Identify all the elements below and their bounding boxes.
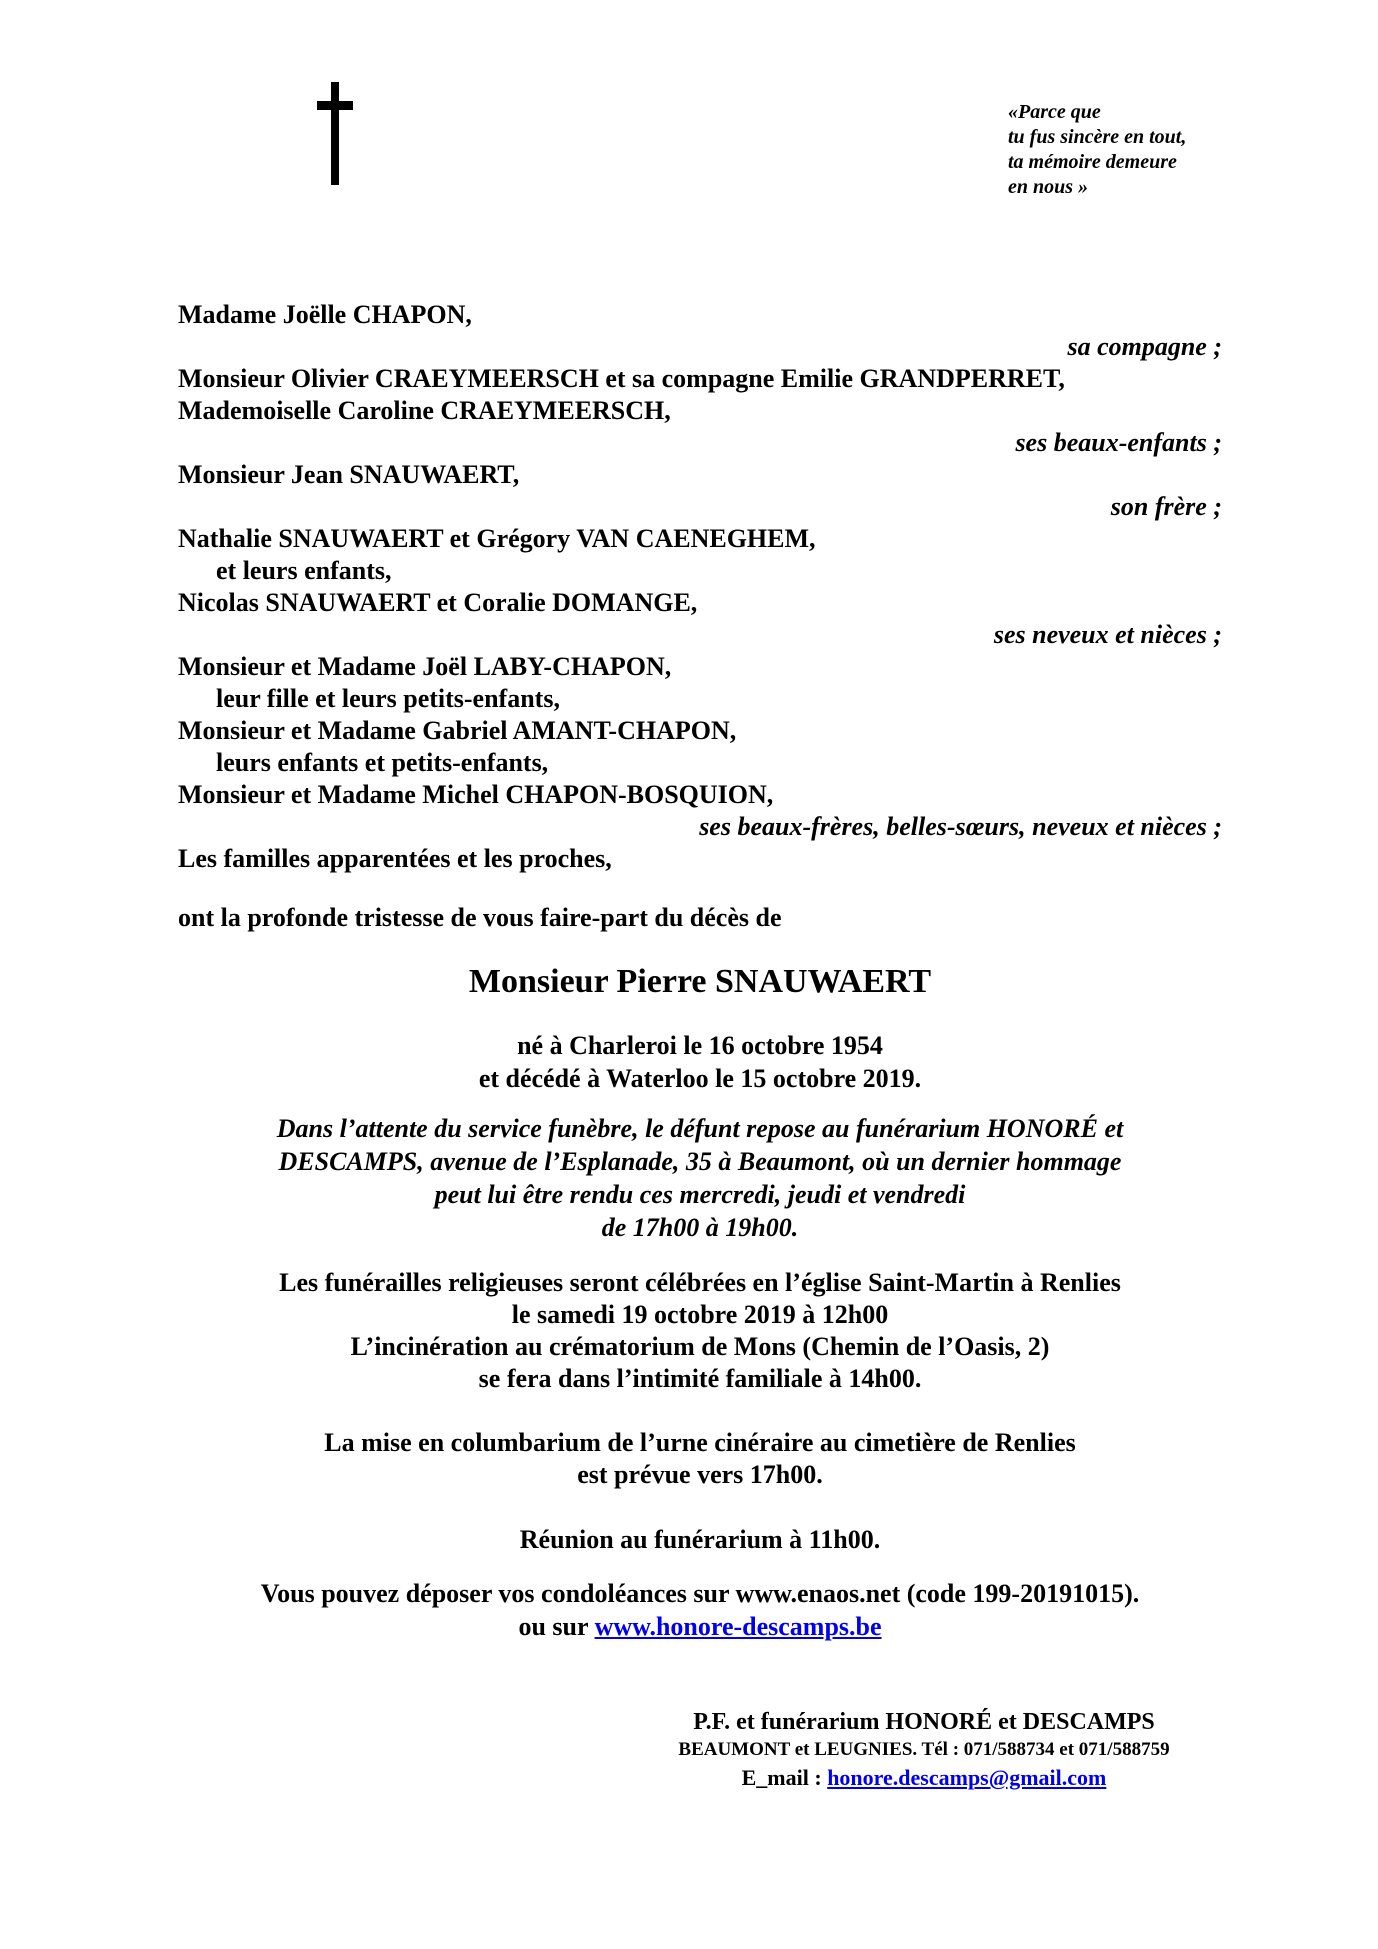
family-line: son frère ; <box>1110 492 1222 521</box>
reunion-line: Réunion au funérarium à 11h00. <box>519 1525 881 1554</box>
family-line: Monsieur et Madame Michel CHAPON-BOSQUION, <box>178 780 774 809</box>
funeral-line: le samedi 19 octobre 2019 à 12h00 <box>511 1300 889 1329</box>
repose-line: Dans l’attente du service funèbre, le défunt repose au funérarium HONORÉ et <box>276 1114 1124 1143</box>
funeral-line: se fera dans l’intimité familiale à 14h00. <box>478 1364 922 1393</box>
family-line: Mademoiselle Caroline CRAEYMEERSCH, <box>178 396 671 425</box>
deceased-name: Monsieur Pierre SNAUWAERT <box>468 963 932 1000</box>
columbarium-paragraph <box>178 1427 1222 1491</box>
family-line: Nathalie SNAUWAERT et Grégory VAN CAENEGHEM, <box>178 524 816 553</box>
repose-line: peut lui être rendu ces mercredi, jeudi et vendredi <box>434 1180 966 1209</box>
family-line: ses beaux-frères, belles-sœurs, neveux et nièces ; <box>699 812 1222 841</box>
family-line: et leurs enfants, <box>216 556 392 585</box>
birth-line: né à Charleroi le 16 octobre 1954 <box>517 1031 883 1060</box>
columbarium-line: est prévue vers 17h00. <box>577 1460 823 1489</box>
memorial-quote <box>1008 100 1186 200</box>
family-line: Monsieur et Madame Gabriel AMANT-CHAPON, <box>178 716 737 745</box>
email-label: E_mail : <box>741 1765 828 1790</box>
repose-line: DESCAMPS, avenue de l’Esplanade, 35 à Beaumont, où un dernier hommage <box>278 1147 1122 1176</box>
family-line: ses neveux et nièces ; <box>993 620 1222 649</box>
columbarium-line: La mise en columbarium de l’urne cinéraire au cimetière de Renlies <box>324 1428 1076 1457</box>
memorial-quote-line: en nous » <box>1008 176 1089 198</box>
funeral-home-footer <box>660 1707 1188 1793</box>
funeral-line: L’incinération au crématorium de Mons (Chemin de l’Oasis, 2) <box>350 1332 1050 1361</box>
funeral-line: Les funérailles religieuses seront célébrées en l’église Saint-Martin à Renlies <box>279 1268 1121 1297</box>
honore-descamps-website-link[interactable]: www.honore-descamps.be <box>594 1612 882 1641</box>
family-line: Les familles apparentées et les proches, <box>178 844 612 873</box>
memorial-quote-line: tu fus sincère en tout, <box>1008 126 1187 148</box>
repose-paragraph <box>178 1112 1222 1244</box>
cross-horizontal-bar <box>317 101 353 110</box>
email-link[interactable]: honore.descamps@gmail.com <box>827 1765 1107 1790</box>
condolences-block <box>178 1577 1222 1643</box>
funeral-ceremony-paragraph <box>178 1267 1222 1395</box>
funeral-home-address-phone: BEAUMONT et LEUGNIES. Tél : 071/588734 et 071/588759 <box>678 1739 1170 1760</box>
memorial-quote-line: «Parce que <box>1008 101 1101 123</box>
family-line: Nicolas SNAUWAERT et Coralie DOMANGE, <box>178 588 698 617</box>
death-line: et décédé à Waterloo le 15 octobre 2019. <box>478 1064 922 1093</box>
birth-death-block <box>178 1029 1222 1095</box>
family-line: Monsieur et Madame Joël LABY-CHAPON, <box>178 652 672 681</box>
announcement-line: ont la profonde tristesse de vous faire-part du décès de <box>178 903 782 932</box>
condolences-link-prefix: ou sur <box>518 1612 595 1641</box>
memorial-quote-line: ta mémoire demeure <box>1008 151 1177 173</box>
cross-vertical-bar <box>331 82 339 185</box>
funeral-home-name: P.F. et funérarium HONORÉ et DESCAMPS <box>693 1709 1155 1735</box>
condolences-link-line <box>178 1610 1222 1643</box>
family-list <box>178 299 1222 875</box>
funeral-home-email-line <box>660 1763 1188 1793</box>
family-line: ses beaux-enfants ; <box>1015 428 1222 457</box>
family-line: leurs enfants et petits-enfants, <box>216 748 549 777</box>
repose-line: de 17h00 à 19h00. <box>601 1213 799 1242</box>
condolences-line: Vous pouvez déposer vos condoléances sur www.enaos.net (code 199-20191015). <box>260 1579 1140 1608</box>
family-line: Monsieur Jean SNAUWAERT, <box>178 460 520 489</box>
family-line: sa compagne ; <box>1067 332 1222 361</box>
family-line: Monsieur Olivier CRAEYMEERSCH et sa compagne Emilie GRANDPERRET, <box>178 364 1065 393</box>
latin-cross-icon <box>317 82 353 185</box>
family-line: leur fille et leurs petits-enfants, <box>216 684 560 713</box>
family-line: Madame Joëlle CHAPON, <box>178 300 472 329</box>
